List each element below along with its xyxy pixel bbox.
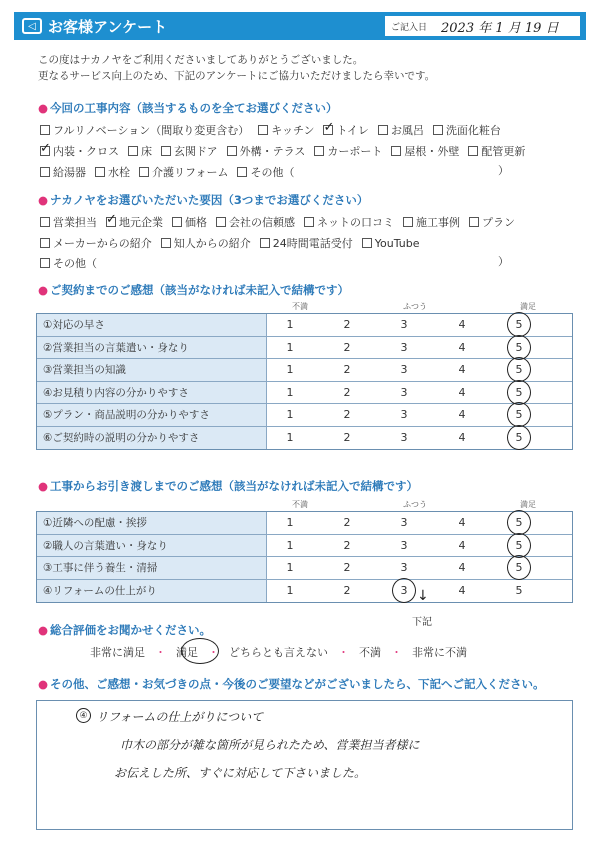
checkbox-icon[interactable] — [258, 125, 268, 135]
section5-title: ● 総合評価をお聞かせください。 — [38, 623, 212, 637]
rating-row — [37, 557, 572, 580]
rating-option-4[interactable]: 4 — [458, 318, 466, 331]
rating-row — [37, 359, 572, 382]
overall-option[interactable]: 非常に不満 — [412, 646, 467, 659]
checkbox-label: フルリノベーション（間取り変更含む） — [53, 124, 250, 137]
checkbox-icon[interactable] — [161, 238, 171, 248]
checkbox-label: 価格 — [185, 216, 207, 229]
rating-row — [37, 404, 572, 427]
rating-option-2[interactable]: 2 — [343, 408, 351, 421]
rating-option-3[interactable]: 3 — [400, 318, 408, 331]
checkbox-row — [40, 143, 534, 159]
rating-option-1[interactable]: 1 — [286, 340, 294, 354]
rating-row — [37, 314, 572, 337]
rating-option-2[interactable]: 2 — [343, 516, 351, 529]
intro-line: この度はナカノヤをご利用くださいましてありがとうございました。 — [38, 54, 364, 66]
overall-option[interactable]: 不満 — [359, 646, 381, 659]
rating-option-5[interactable]: 5 — [515, 583, 523, 597]
checkbox-label: 内装・クロス — [53, 145, 119, 158]
selected-circle-mark — [181, 638, 219, 664]
checkbox-option[interactable] — [172, 214, 207, 230]
checkbox-label: 外構・テラス — [239, 145, 306, 158]
checkbox-option[interactable] — [258, 122, 314, 138]
section6-title: ● その他、ご感想・お気づきの点・今後のご要望などがございましたら、下記へご記入ください。 — [38, 677, 545, 691]
overall-options — [90, 644, 477, 660]
checkbox-icon[interactable] — [227, 146, 237, 156]
checkbox-icon[interactable] — [314, 146, 324, 156]
checkbox-option[interactable] — [128, 143, 152, 159]
checkbox-icon[interactable] — [403, 217, 413, 227]
checkbox-option[interactable] — [40, 122, 249, 138]
rating-option-5[interactable]: 5 — [515, 363, 523, 376]
rating-table-contract — [36, 313, 573, 450]
rating-option-4[interactable]: 4 — [458, 538, 466, 552]
rating-row-label: ⑤プラン・商品説明の分かりやすさ — [37, 404, 267, 426]
checkbox-option[interactable] — [362, 237, 420, 250]
section2-title: ● ナカノヤをお選びいただいた要因（3つまでお選びください） — [38, 193, 369, 207]
rating-option-1[interactable]: 1 — [286, 385, 294, 399]
checkbox-option[interactable] — [227, 143, 306, 159]
bullet-icon: ● — [38, 479, 49, 493]
rating-row — [37, 580, 572, 603]
arrow-down-icon: ↓ — [417, 588, 429, 604]
rating-option-2[interactable]: 2 — [343, 318, 351, 331]
rating-option-3[interactable]: 3 — [400, 430, 408, 444]
date-box — [385, 16, 580, 36]
rating-option-4[interactable]: 4 — [458, 430, 466, 444]
checkbox-option[interactable] — [106, 214, 163, 230]
checkbox-icon[interactable] — [216, 217, 226, 227]
checkbox-icon[interactable] — [469, 217, 479, 227]
rating-option-1[interactable]: 1 — [286, 516, 294, 529]
rating-row-label: ①対応の早さ — [37, 314, 267, 336]
rating-option-1[interactable]: 1 — [286, 363, 294, 376]
checkbox-option[interactable] — [403, 214, 460, 230]
rating-option-2[interactable]: 2 — [343, 363, 351, 376]
checkbox-label: カーポート — [327, 145, 383, 158]
rating-option-2[interactable]: 2 — [343, 538, 351, 552]
company-logo-icon: ◁ — [22, 18, 42, 34]
bullet-icon: ● — [38, 623, 49, 637]
rating-option-2[interactable]: 2 — [343, 561, 351, 574]
rating-option-5[interactable]: 5 — [515, 340, 523, 354]
section4-title: ● 工事からお引き渡しまでのご感想（該当がなければ未記入で結構です） — [38, 479, 419, 493]
rating-option-2[interactable]: 2 — [343, 430, 351, 444]
section3-title: ● ご契約までのご感想（該当がなければ未記入で結構です） — [38, 283, 350, 297]
rating-row-label: ②職人の言葉遣い・身なり — [37, 535, 267, 557]
scale-high-label: 満足 — [520, 302, 536, 311]
rating-option-5[interactable]: 5 — [515, 430, 523, 444]
selected-circle-mark — [507, 533, 531, 558]
close-paren: ） — [498, 164, 509, 177]
checkbox-icon[interactable] — [237, 167, 247, 177]
rating-option-5[interactable]: 5 — [515, 385, 523, 399]
rating-row — [37, 427, 572, 450]
selected-circle-mark — [507, 380, 531, 405]
checkbox-label: トイレ — [336, 124, 369, 137]
rating-option-5[interactable]: 5 — [515, 408, 523, 421]
rating-option-1[interactable]: 1 — [286, 561, 294, 574]
rating-option-5[interactable]: 5 — [515, 538, 523, 552]
checkbox-icon[interactable] — [433, 125, 443, 135]
rating-row-label: ④お見積り内容の分かりやすさ — [37, 382, 267, 404]
checkbox-option[interactable] — [161, 143, 218, 159]
checkbox-icon[interactable] — [362, 238, 372, 248]
rating-table-construction — [36, 511, 573, 603]
checkbox-label: 配管更新 — [481, 145, 526, 158]
comment-line: お伝えした所、すぐに対応して下さいました。 — [114, 766, 367, 780]
rating-option-4[interactable]: 4 — [458, 561, 466, 574]
checkbox-icon[interactable] — [468, 146, 478, 156]
rating-option-4[interactable]: 4 — [458, 340, 466, 354]
checkbox-label: 営業担当 — [53, 216, 97, 229]
checkbox-row — [40, 214, 524, 230]
checkbox-label: 屋根・外壁 — [404, 145, 460, 158]
checkbox-label: 地元企業 — [119, 216, 163, 229]
bullet-icon: ● — [38, 193, 49, 207]
rating-option-1[interactable]: 1 — [286, 430, 294, 444]
rating-option-4[interactable]: 4 — [458, 583, 466, 597]
rating-option-4[interactable]: 4 — [458, 363, 466, 376]
checkbox-label: メーカーからの紹介 — [53, 237, 152, 250]
intro-line: 更なるサービス向上のため、下記のアンケートにご協力いただけましたら幸いです。 — [38, 70, 436, 82]
checkbox-row — [40, 164, 303, 180]
checkbox-row — [40, 235, 429, 251]
rating-row — [37, 512, 572, 535]
checkbox-option[interactable] — [323, 122, 368, 138]
rating-option-3[interactable]: 3 — [400, 561, 408, 574]
overall-option[interactable]: 非常に満足 — [90, 646, 145, 659]
rating-row-label: ③営業担当の知識 — [37, 359, 267, 381]
rating-option-1[interactable]: 1 — [286, 538, 294, 552]
checkbox-icon[interactable] — [40, 125, 50, 135]
rating-option-3[interactable]: 3 — [400, 408, 408, 421]
checkbox-icon[interactable] — [378, 125, 388, 135]
rating-option-3[interactable]: 3 — [400, 363, 408, 376]
option-separator: ・ — [338, 646, 349, 659]
bullet-icon: ● — [38, 677, 49, 691]
checkbox-label: 知人からの紹介 — [173, 237, 251, 250]
intro-text — [38, 52, 435, 84]
checkbox-checked-icon[interactable] — [40, 146, 50, 156]
checkbox-label: ネットの口コミ — [317, 216, 394, 229]
checkbox-option[interactable] — [378, 122, 424, 138]
rating-option-3[interactable]: 3 — [400, 538, 408, 552]
rating-row — [37, 535, 572, 558]
date-label: ご記入日 — [391, 22, 428, 33]
checkbox-icon[interactable] — [172, 217, 182, 227]
rating-row — [37, 382, 572, 405]
rating-option-4[interactable]: 4 — [458, 516, 466, 529]
bullet-icon: ● — [38, 101, 49, 115]
checkbox-label: 水栓 — [108, 166, 130, 179]
rating-option-5[interactable]: 5 — [515, 516, 523, 529]
checkbox-icon[interactable] — [139, 167, 149, 177]
rating-option-2[interactable]: 2 — [343, 385, 351, 399]
scale-high-label: 満足 — [520, 500, 536, 509]
page-title: お客様アンケート — [48, 17, 168, 36]
rating-row-label: ①近隣への配慮・挨拶 — [37, 512, 267, 534]
checkbox-row — [40, 255, 106, 271]
checkbox-label: 施工事例 — [416, 216, 460, 229]
checkbox-icon[interactable] — [40, 167, 50, 177]
checkbox-option[interactable] — [260, 235, 353, 251]
checkbox-option[interactable] — [161, 235, 251, 251]
scale-mid-label: ふつう — [403, 500, 427, 509]
scale-low-label: 不満 — [292, 500, 308, 509]
checkbox-label: 洗面化粧台 — [445, 124, 501, 137]
checkbox-icon[interactable] — [95, 167, 105, 177]
comment-line: リフォームの仕上がりについて — [96, 710, 264, 724]
checkbox-label: お風呂 — [390, 124, 424, 137]
handwritten-annotation: 下記 — [412, 617, 432, 628]
checkbox-icon[interactable] — [40, 238, 50, 248]
rating-option-1[interactable]: 1 — [286, 408, 294, 421]
rating-option-3[interactable]: 3 — [400, 516, 408, 529]
rating-option-2[interactable]: 2 — [343, 583, 351, 597]
checkbox-option[interactable] — [468, 143, 525, 159]
close-paren: ） — [498, 255, 509, 268]
checkbox-label: その他（ — [250, 166, 295, 179]
checkbox-label: 24時間電話受付 — [272, 237, 353, 250]
checkbox-label: YouTube — [374, 236, 420, 250]
rating-option-3[interactable]: 3 — [400, 583, 408, 597]
checkbox-option[interactable] — [40, 255, 97, 271]
checkbox-icon[interactable] — [304, 217, 314, 227]
checkbox-option[interactable] — [314, 143, 382, 159]
checkbox-option[interactable] — [216, 214, 295, 230]
scale-mid-label: ふつう — [403, 302, 427, 311]
rating-option-4[interactable]: 4 — [458, 408, 466, 421]
checkbox-icon[interactable] — [391, 146, 401, 156]
checkbox-label: 床 — [141, 145, 152, 158]
checkbox-row — [40, 122, 510, 138]
checkbox-icon[interactable] — [260, 238, 270, 248]
rating-option-1[interactable]: 1 — [286, 583, 294, 597]
checkbox-option[interactable] — [95, 164, 130, 180]
checkbox-option[interactable] — [469, 214, 515, 230]
comment-number: ④ — [76, 708, 91, 723]
section1-title: ● 今回の工事内容（該当するものを全てお選びください） — [38, 101, 338, 115]
rating-row-label: ⑥ご契約時の説明の分かりやすさ — [37, 427, 267, 450]
overall-option[interactable]: 満足 — [176, 646, 198, 659]
selected-circle-mark — [507, 510, 531, 535]
selected-circle-mark — [507, 425, 531, 450]
header-bar — [14, 12, 586, 40]
checkbox-label: 会社の信頼感 — [229, 216, 295, 229]
bullet-icon: ● — [38, 283, 49, 297]
rating-row-label: ③工事に伴う養生・清掃 — [37, 557, 267, 579]
rating-option-5[interactable]: 5 — [515, 318, 523, 331]
selected-circle-mark — [507, 312, 531, 337]
checkbox-option[interactable] — [304, 214, 394, 230]
selected-circle-mark — [507, 357, 531, 382]
option-separator: ・ — [208, 646, 219, 659]
rating-option-5[interactable]: 5 — [515, 561, 523, 574]
checkbox-option[interactable] — [40, 235, 152, 251]
checkbox-option[interactable] — [391, 143, 459, 159]
checkbox-label: キッチン — [271, 124, 315, 137]
selected-circle-mark — [392, 578, 416, 603]
rating-option-3[interactable]: 3 — [400, 340, 408, 354]
checkbox-icon[interactable] — [128, 146, 138, 156]
selected-circle-mark — [507, 335, 531, 360]
comment-line: 巾木の部分が雑な箇所が見られたため、営業担当者様に — [120, 738, 420, 752]
checkbox-icon[interactable] — [161, 146, 171, 156]
rating-option-4[interactable]: 4 — [458, 385, 466, 399]
checkbox-label: 介護リフォーム — [152, 166, 229, 179]
checkbox-label: 玄関ドア — [174, 145, 218, 158]
checkbox-option[interactable] — [40, 214, 97, 230]
rating-row — [37, 337, 572, 360]
checkbox-option[interactable] — [40, 164, 86, 180]
checkbox-icon[interactable] — [40, 217, 50, 227]
rating-row-label: ②営業担当の言葉遣い・身なり — [37, 337, 267, 359]
checkbox-label: その他（ — [53, 257, 97, 270]
checkbox-checked-icon[interactable] — [106, 217, 116, 227]
date-value[interactable]: 2023 年 1 月 19 日 — [441, 20, 559, 36]
rating-row-label: ④リフォームの仕上がり — [37, 580, 267, 603]
checkbox-icon[interactable] — [40, 258, 50, 268]
checkbox-label: 給湯器 — [53, 166, 86, 179]
overall-option[interactable]: どちらとも言えない — [229, 646, 328, 659]
selected-circle-mark — [507, 555, 531, 580]
checkbox-option[interactable] — [139, 164, 228, 180]
selected-circle-mark — [507, 402, 531, 427]
checkbox-label: プラン — [482, 216, 515, 229]
option-separator: ・ — [391, 646, 402, 659]
rating-option-1[interactable]: 1 — [286, 318, 294, 331]
checkbox-option[interactable] — [433, 122, 501, 138]
checkbox-checked-icon[interactable] — [323, 125, 333, 135]
checkbox-option[interactable] — [40, 143, 119, 159]
checkbox-option[interactable] — [237, 164, 294, 180]
rating-option-2[interactable]: 2 — [343, 340, 351, 354]
scale-low-label: 不満 — [292, 302, 308, 311]
rating-option-3[interactable]: 3 — [400, 385, 408, 399]
option-separator: ・ — [155, 646, 166, 659]
